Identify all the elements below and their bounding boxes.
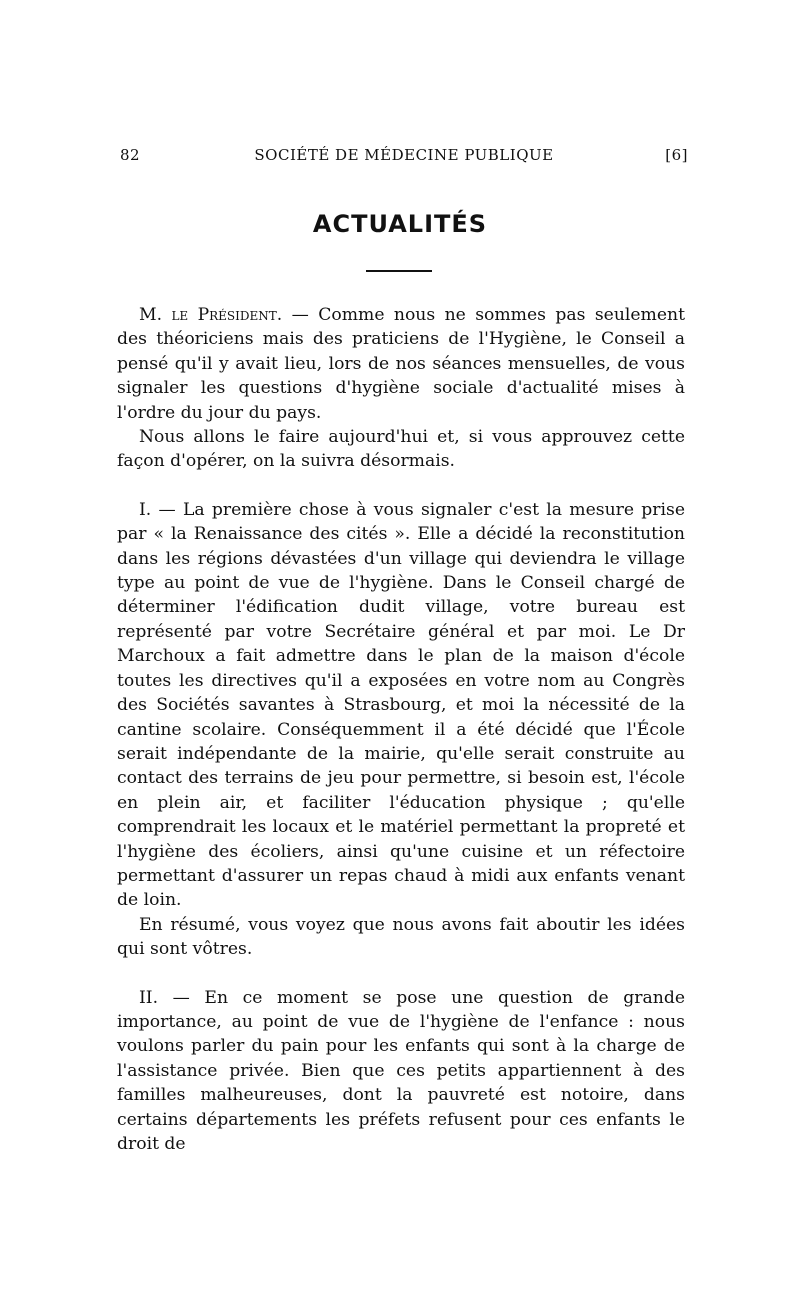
title-divider: [366, 270, 432, 272]
running-head: [120, 146, 688, 168]
article-body: [117, 303, 685, 1156]
paragraph-section-two: II. — En ce moment se pose une question de grande importance, au point de vue de l'hygiène de l'enfance : nous voulons parler du pain pour les enfants qui sont à la charge de l'assistance privée. Bien que ces petits appartiennent à des familles malheureuses, dont la pauvreté est notoire, dans certains départements les préfets refusent pour ces enfants le droit de: [117, 987, 685, 1154]
paragraph-method: Nous allons le faire aujourd'hui et, si vous approuvez cette façon d'opérer, on la suivra désormais.: [117, 427, 685, 472]
speaker-name: M. le Président.: [139, 305, 283, 325]
issue-number: [6]: [665, 146, 688, 164]
paragraph-section-one: I. — La première chose à vous signaler c'est la mesure prise par « la Renaissance des cités ». Elle a décidé la reconstitution dans les régions dévastées d'un village qui deviendra le village type au point de vue de l'hygiène. Dans le Conseil chargé de déterminer l'édification dudit village, votre bureau est représenté par votre Secrétaire général et par moi. Le Dr Marchoux a fait admettre dans le plan de la maison d'école toutes les directives qu'il a exposées en votre nom au Congrès des Sociétés savantes à Strasbourg, et moi la nécessité de la cantine scolaire. Conséquemment il a été décidé que l'École serait indépendante de la mairie, qu'elle serait construite au contact des terrains de jeu pour permettre, si besoin est, l'école en plein air, et faciliter l'éducation physique ; qu'elle comprendrait les locaux et le matériel permettant la propreté et l'hygiène des écoliers, ainsi qu'une cuisine et un réfectoire permettant d'assurer un repas chaud à midi aux enfants venant de loin.: [117, 499, 685, 911]
paragraph-president-intro: [117, 303, 685, 425]
page-number: 82: [120, 146, 141, 164]
paragraph-text: — Comme nous ne sommes pas seulement des théoriciens mais des praticiens de l'Hygiène, le Conseil a pensé qu'il y avait lieu, lors de nos séances mensuelles, de vous signaler les questions d'hygiène sociale d'actualité mises à l'ordre du jour du pays.: [117, 305, 685, 423]
journal-title: SOCIÉTÉ DE MÉDECINE PUBLIQUE: [254, 146, 554, 164]
section-title: ACTUALITÉS: [312, 210, 488, 238]
paragraph-summary: En résumé, vous voyez que nous avons fait aboutir les idées qui sont vôtres.: [117, 914, 685, 960]
